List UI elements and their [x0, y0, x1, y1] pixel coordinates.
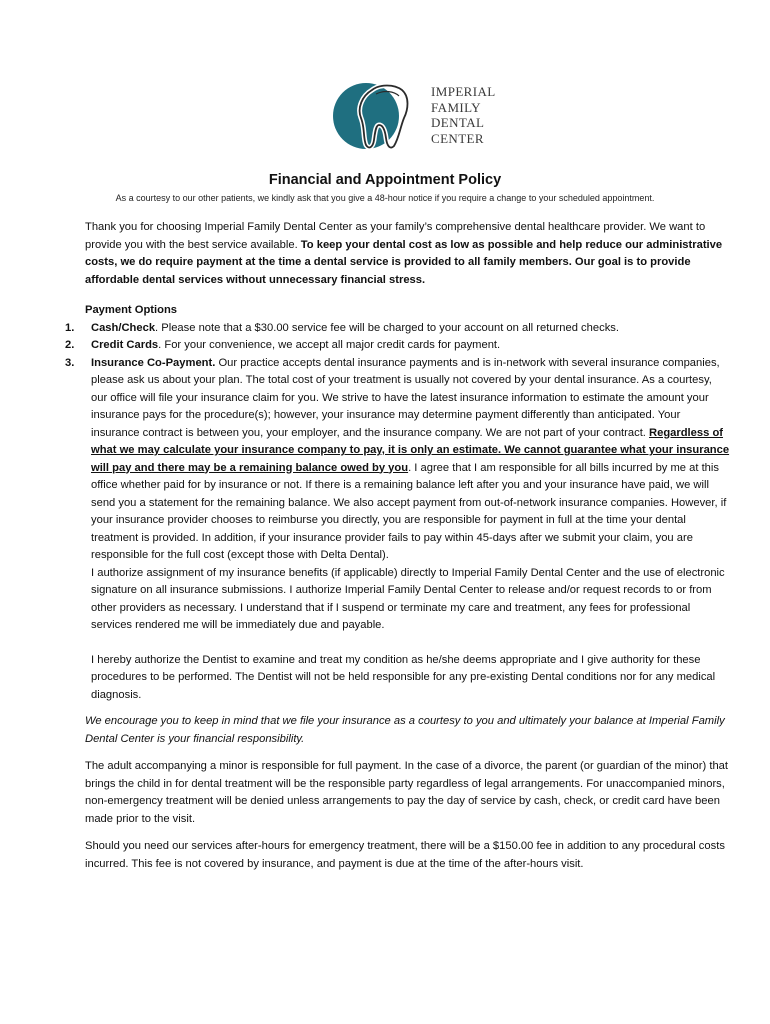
minor-policy: The adult accompanying a minor is responsible for full payment. In the case of a divorce, the parent (or guardian of the minor) that brings the child in for dental treatment will be the responsible party regardless of legal arrangements. For unaccompanied minors, non-emergency treatment will be denied unless arrangements to pay the day of service by cash, check, or credit card have been made prior to the visit. — [85, 760, 729, 825]
list-item — [65, 337, 730, 355]
option-text: Our practice accepts dental insurance payments and is in-network with several insurance companies, please ask us about your plan. The total cost of your treatment is usually not covered by your dental insurance. As a courtesy, our office will file your insurance claim for you. We strive to have the latest insurance information to estimate the amount your insurance pays for the procedure(s); however, your insurance may determine payment differently than anticipated. Your insurance contract is between you, your employer, and the insurance company. We are not part of your contract. — [91, 356, 720, 439]
after-hours-policy: Should you need our services after-hours for emergency treatment, there will be a $150.00 fee in addition to any procedural costs incurred. This fee is not covered by insurance, and payment is due at the time of the after-hours visit. — [85, 840, 725, 870]
logo-line: FAMILY — [431, 99, 481, 115]
list-number: 3. — [65, 356, 75, 369]
benefits-authorization: I authorize assignment of my insurance benefits (if applicable) directly to Imperial Family Dental Center and the use of electronic signature on all insurance submissions. I authorize Imperial Family Dental Center to release and/or request records to or from other providers as necessary. I understand that if I suspend or terminate my care and treatment, any fees for professional services rendered me will be immediately due and payable. — [91, 566, 725, 631]
logo-line: CENTER — [431, 130, 484, 146]
list-number: 1. — [65, 321, 75, 334]
list-item — [65, 320, 730, 338]
option-title: Insurance Co-Payment. — [91, 356, 216, 369]
page-title: Financial and Appointment Policy — [268, 172, 502, 188]
option-text: . I agree that I am responsible for all bills incurred by me at this office whether paid for by insurance or not. If there is a remaining balance left after you and your insurance have paid, we will send you a statement for the remaining balance. We also accept payment from out-of-network insurance companies. However, if your insurance provider chooses to reimburse you directly, you are responsible for payment in full at the time your dental treatment is provided. In addition, if your insurance provider fails to pay within 45-days after we submit your claim, you are responsible for the full cost (except those with Delta Dental). — [91, 461, 727, 561]
logo-line: DENTAL — [431, 115, 485, 130]
estimate-disclaimer: Regardless of what we may calculate your insurance company to pay, it is only an estimate. We cannot guarantee what your insurance will pay and there may be a remaining balance owed by you — [91, 426, 730, 474]
intro-text: Thank you for choosing Imperial Family Dental Center as your family’s comprehensive dental healthcare provider. We want to provide you with the best service available. — [85, 221, 706, 251]
payment-options-list — [65, 320, 730, 565]
treatment-authorization: I hereby authorize the Dentist to examine and treat my condition as he/she deems appropriate and I give authority for these procedures to be performed. The Dentist will not be held responsible for any pre-existing Dental conditions nor for any medical diagnosis. — [91, 653, 716, 701]
option-title: Credit Cards — [91, 339, 159, 351]
financial-responsibility-note: We encourage you to keep in mind that we file your insurance as a courtesy to you and ultimately your balance at Imperial Family Dental Center is your financial responsibility. — [85, 715, 725, 745]
list-number: 2. — [65, 339, 75, 351]
payment-options-heading: Payment Options — [85, 304, 178, 316]
logo-wordmark — [431, 84, 496, 146]
option-title: Cash/Check — [91, 321, 156, 334]
page-subtitle: As a courtesy to our other patients, we kindly ask that you give a 48-hour notice if you require a change to your scheduled appointment. — [115, 193, 655, 203]
policy-body — [65, 219, 730, 873]
practice-logo — [328, 80, 498, 152]
intro-paragraph — [85, 219, 730, 289]
tooth-logo-icon — [328, 80, 428, 152]
option-text: . Please note that a $30.00 service fee will be charged to your account on all returned checks. — [155, 321, 619, 334]
list-item — [65, 355, 730, 565]
option-text: . For your convenience, we accept all major credit cards for payment. — [158, 339, 501, 351]
intro-bold-text: To keep your dental cost as low as possible and help reduce our administrative costs, we do require payment at the time a dental service is provided to all family members. Our goal is to provide affordable dental services without unnecessary financial stress. — [85, 238, 723, 286]
logo-line: IMPERIAL — [431, 84, 496, 99]
